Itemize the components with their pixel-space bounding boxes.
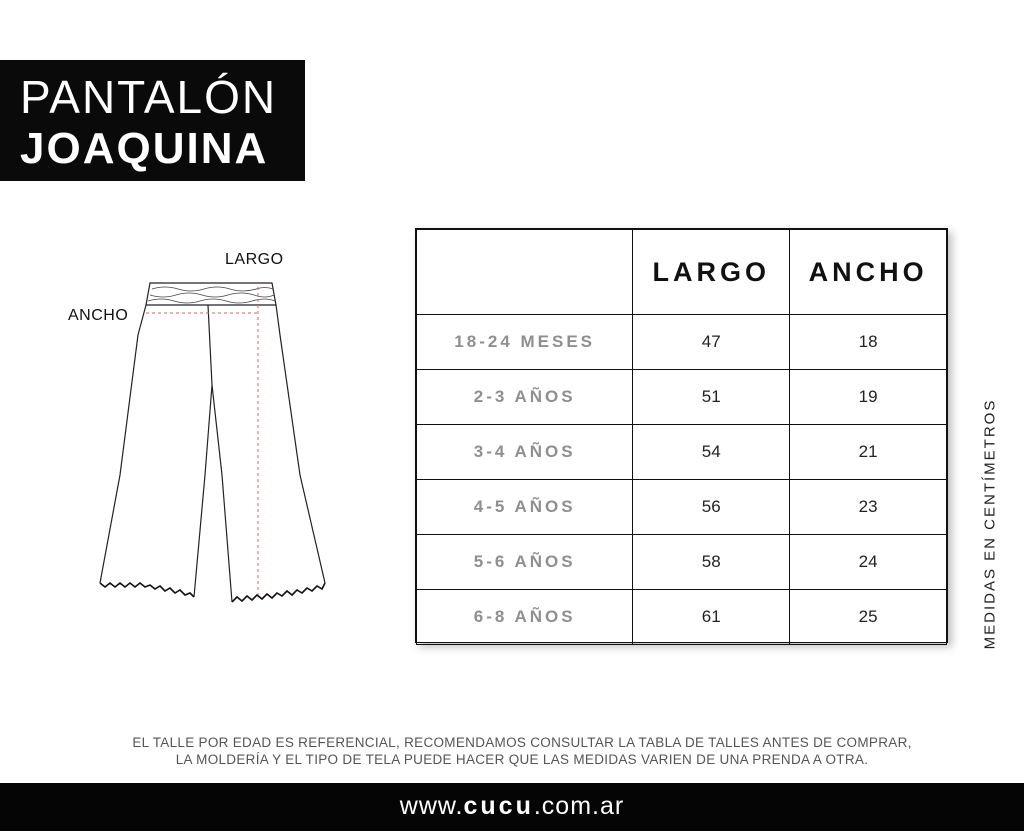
url-prefix: www. [399, 792, 464, 820]
size-cell: 3-4 AÑOS [417, 425, 633, 480]
disclaimer-line-1: EL TALLE POR EDAD ES REFERENCIAL, RECOMENDAMOS CONSULTAR LA TABLA DE TALLES ANTES DE COMPRAR, [132, 735, 912, 750]
ancho-cell: 25 [790, 590, 947, 645]
size-cell: 18-24 MESES [417, 315, 633, 370]
size-cell: 6-8 AÑOS [417, 590, 633, 645]
table-header-row [417, 230, 947, 315]
size-cell: 2-3 AÑOS [417, 370, 633, 425]
title-banner [0, 60, 305, 181]
url-suffix: .com.ar [533, 792, 625, 820]
footer-bar [0, 783, 1024, 831]
header-empty [417, 230, 633, 315]
largo-cell: 51 [633, 370, 790, 425]
largo-cell: 61 [633, 590, 790, 645]
brand-name: cucu [463, 792, 534, 820]
size-cell: 4-5 AÑOS [417, 480, 633, 535]
pants-illustration [90, 275, 340, 610]
header-ancho: ANCHO [790, 230, 947, 315]
header-largo: LARGO [633, 230, 790, 315]
largo-cell: 56 [633, 480, 790, 535]
largo-cell: 54 [633, 425, 790, 480]
ancho-cell: 23 [790, 480, 947, 535]
largo-cell: 47 [633, 315, 790, 370]
ancho-cell: 24 [790, 535, 947, 590]
largo-cell: 58 [633, 535, 790, 590]
size-cell: 5-6 AÑOS [417, 535, 633, 590]
largo-label: LARGO [225, 251, 284, 268]
title-line-1: PANTALÓN [20, 71, 278, 123]
table-row [417, 480, 947, 535]
ancho-cell: 18 [790, 315, 947, 370]
size-table [415, 228, 948, 643]
table-row [417, 370, 947, 425]
table-row [417, 590, 947, 645]
disclaimer-line-2: LA MOLDERÍA Y EL TIPO DE TELA PUEDE HACER QUE LAS MEDIDAS VARIEN DE UNA PRENDA A OTRA. [175, 752, 869, 767]
ancho-label: ANCHO [68, 307, 129, 324]
units-note: MEDIDAS EN CENTÍMETROS [981, 398, 999, 650]
title-line-2: JOAQUINA [20, 124, 269, 173]
table-row [417, 425, 947, 480]
ancho-cell: 21 [790, 425, 947, 480]
ancho-cell: 19 [790, 370, 947, 425]
table-row [417, 535, 947, 590]
table-row [417, 315, 947, 370]
website-link[interactable] [0, 792, 1024, 821]
